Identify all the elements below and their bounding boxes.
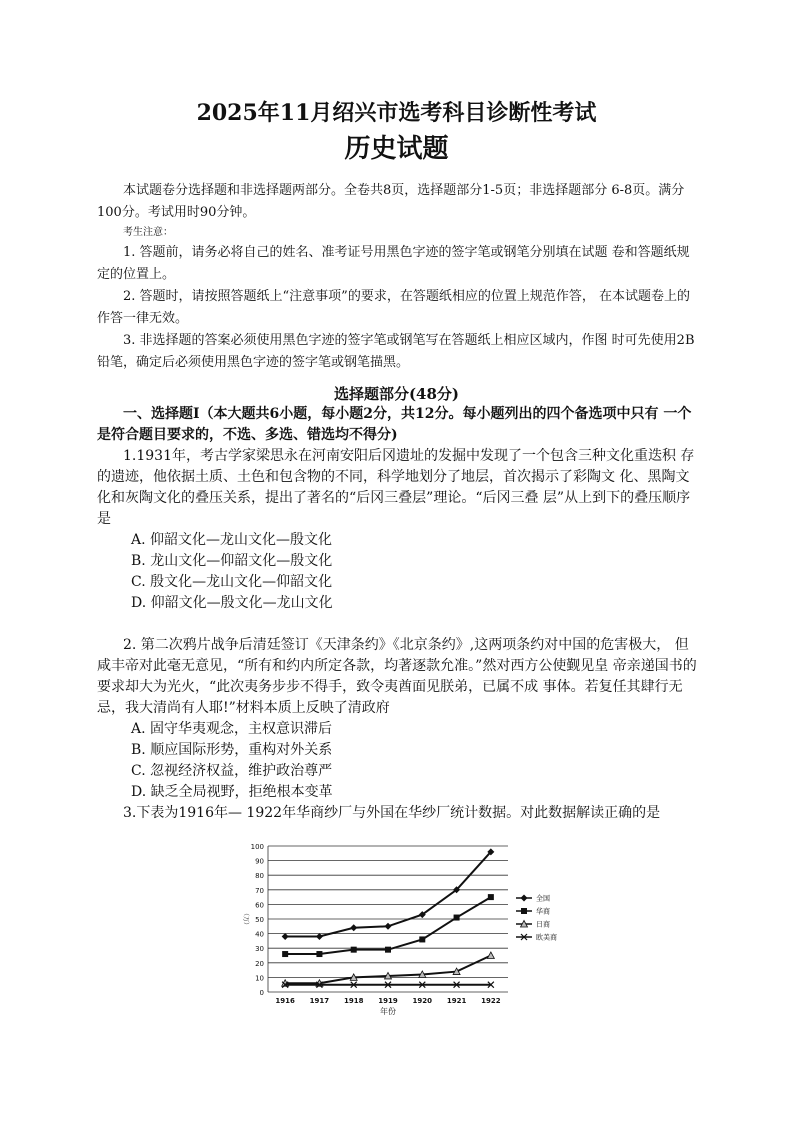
option-a: A. 固守华夷观念，主权意识滞后 [131, 721, 333, 737]
section-title: 选择题部分(48分) [333, 385, 460, 403]
question-stem: 2. 第二次鸦片战争后清廷签订《天津条约》《北京条约》,这两项条约对中国的危害极大， 但咸丰帝对此毫无意见，“所有和约内所定各款，均著逐款允准。”然对西方公使觐见皇 帝亲递国书的要求却大为光火，“此次夷务步步不得手，致令夷酋面见朕弟，已属不成 事体。若复任其肆行无忌，我大清尚有人耶!”材料本质上反映了清政府 [97, 637, 697, 716]
notes-item-2: 2. 答题时，请按照答题纸上“注意事项”的要求，在答题纸相应的位置上规范作答， 在本试题卷上的作答一律无效。 [97, 289, 690, 326]
y-tick-label: 10 [255, 974, 264, 983]
legend-label: 日商 [536, 920, 550, 929]
x-tick-label: 1922 [481, 997, 501, 1005]
data-point [419, 936, 425, 942]
data-point [454, 915, 460, 921]
question-1 [97, 446, 699, 614]
option-b: B. 龙山文化—仰韶文化—殷文化 [131, 553, 333, 569]
option-b: B. 顺应国际形势，重构对外关系 [131, 742, 333, 758]
data-point [488, 894, 494, 900]
data-point [385, 947, 391, 953]
legend-marker [521, 895, 528, 902]
y-tick-label: 90 [255, 857, 264, 866]
y-tick-label: 40 [255, 930, 264, 939]
data-point [316, 933, 323, 940]
option-a: A. 仰韶文化—龙山文化—殷文化 [131, 532, 333, 548]
subject-title: 历史试题 [344, 134, 449, 164]
data-point [350, 924, 357, 931]
y-tick-label: 60 [255, 901, 264, 910]
option-c: C. 忽视经济权益，维护政治尊严 [131, 763, 333, 779]
y-axis-label: （万） [242, 909, 249, 929]
x-tick-label: 1917 [309, 997, 330, 1005]
cotton-mill-chart [236, 838, 566, 1022]
line-chart [236, 838, 566, 1022]
data-point [316, 951, 322, 957]
x-tick-label: 1921 [446, 997, 467, 1005]
y-tick-label: 30 [255, 945, 264, 954]
option-d: D. 缺乏全局视野，拒绝根本变革 [131, 784, 333, 800]
legend-label: 华商 [536, 907, 550, 916]
y-tick-label: 80 [255, 872, 264, 881]
y-tick-label: 50 [255, 916, 264, 924]
notes-label: 考生注意： [123, 227, 173, 238]
option-d: D. 仰韶文化—殷文化—龙山文化 [131, 595, 333, 611]
data-point [282, 933, 289, 940]
x-tick-label: 1918 [343, 997, 364, 1005]
question-stem: 3.下表为1916年— 1922年华商纱厂与外国在华纱厂统计数据。对此数据解读正确的是 [123, 805, 661, 821]
question-3 [97, 803, 699, 824]
legend-label: 欧美商 [536, 933, 557, 942]
data-point [282, 951, 288, 957]
x-tick-label: 1919 [378, 997, 398, 1005]
exam-title: 2025年11月绍兴市选考科目诊断性考试 [196, 100, 597, 126]
y-tick-label: 100 [250, 843, 264, 851]
data-point [487, 952, 494, 959]
option-c: C. 殷文化—龙山文化—仰韶文化 [131, 574, 333, 590]
x-axis-label: 年份 [380, 1007, 396, 1016]
legend-label: 全国 [536, 894, 550, 903]
section-instruction: 一、选择题Ⅰ（本大题共6小题，每小题2分，共12分。每小题列出的四个备选项中只有 一个是符合题目要求的，不选、多选、错选均不得分) [97, 406, 692, 443]
y-tick-label: 20 [255, 959, 264, 968]
data-point [351, 947, 357, 953]
exam-notes [97, 180, 697, 374]
notes-intro: 本试题卷分选择题和非选择题两部分。全卷共8页，选择题部分1-5页；非选择题部分 6-8页。满分100分。考试用时90分钟。 [97, 183, 685, 220]
x-tick-label: 1916 [275, 997, 295, 1005]
notes-item-1: 1. 答题前，请务必将自己的姓名、准考证号用黑色字迹的签字笔或钢笔分别填在试题 卷和答题纸规定的位置上。 [97, 245, 690, 282]
notes-item-3: 3. 非选择题的答案必须使用黑色字迹的签字笔或钢笔写在答题纸上相应区域内，作图 时可先使用2B 铅笔，确定后必须使用黑色字迹的签字笔或钢笔描黑。 [97, 333, 695, 370]
question-stem: 1.1931年，考古学家梁思永在河南安阳后冈遗址的发掘中发现了一个包含三种文化重迭积 存的遗迹，他依据土质、土色和包含物的不同，科学地划分了地层，首次揭示了彩陶文 化、黑陶文化和灰陶文化的叠压关系，提出了著名的“后冈三叠层”理论。“后冈三叠 层”从上到下的叠压顺序是 [97, 448, 695, 527]
legend-marker [521, 908, 527, 914]
data-point [385, 923, 392, 930]
question-2 [97, 635, 699, 803]
y-tick-label: 70 [255, 886, 264, 895]
x-tick-label: 1920 [412, 997, 433, 1005]
y-tick-label: 0 [259, 989, 264, 997]
